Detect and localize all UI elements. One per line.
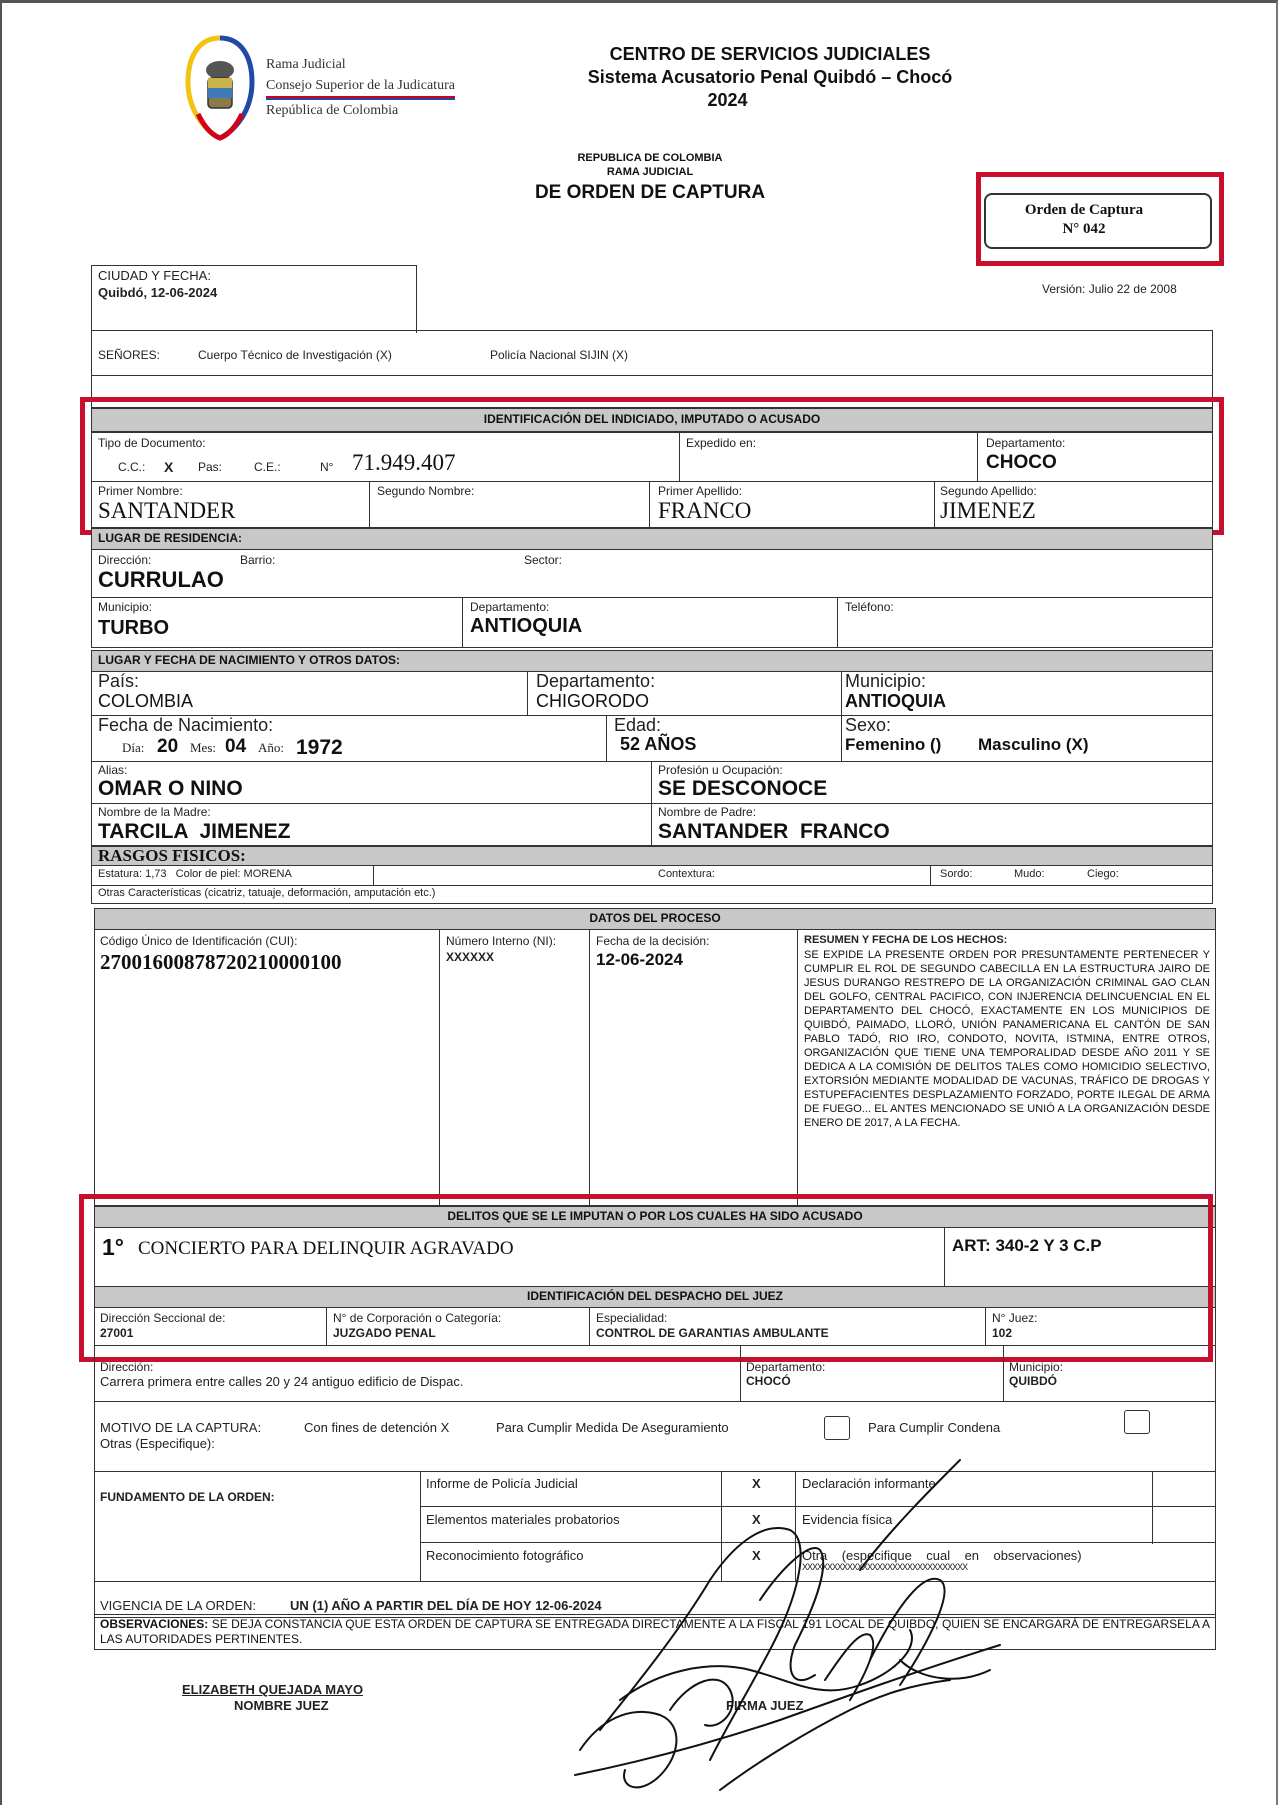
address-label: Dirección:	[98, 553, 152, 567]
header-year: 2024	[707, 90, 748, 110]
recipient-police: Policía Nacional SIJIN (X)	[490, 348, 629, 362]
header-title: CENTRO DE SERVICIOS JUDICIALES	[609, 44, 931, 64]
birth-mun-label: Municipio:	[845, 671, 927, 691]
judge-no-value: 102	[992, 1326, 1013, 1340]
blind-label: Ciego:	[1087, 868, 1119, 880]
other-features: Otras Características (cicatriz, tatuaje, deformación, amputación etc.)	[98, 887, 436, 899]
crimes-judge-highlight	[79, 1194, 1213, 1362]
order-number: N° 042	[1062, 221, 1106, 237]
version-text: Versión: Julio 22 de 2008	[1042, 282, 1177, 296]
res-mun-label: Municipio:	[98, 600, 153, 614]
identification-highlight	[80, 397, 1224, 535]
summary-text: SE EXPIDE LA PRESENTE ORDEN POR PRESUNTAMENTE PERTENECER Y CUMPLIR EL ROL DE SEGUNDO CABECILLA EN LA ESTRUCTURA JAIRO DE JESUS DURANGO RESTREPO DE LA ORGANIZACIÓN CRIMINAL GAO CLAN DEL GOLFO, CENTRAL PACIFICO, CON INJERENCIA DELINCUENCIAL EN EL DEPARTAMENTO DEL CHOCÓ, EXACTAMENTE EN LOS MUNICIPIOS DE QUIBDÓ, PAIMADO, LLORÓ, UNIÓN PANAMERICANA EL CANTÓN DE SAN PABLO TADÓ, RIO IRO, CONDOTO, NOVITA, ISTMINA, ENTRE OTROS, ORGANIZACIÓN QUE TIENE UNA TEMPORALIDAD DESDE AÑO 2011 Y SE DEDICA A LA COMISIÓN DE DELITOS TALES COMO HOMICIDIO SELECTIVO, EXTORSIÓN MEDIANTE MODALIDAD DE VACUNAS, TRÁFICO DE DROGAS Y ESTUPEFACIENTES DESPLAZAMIENTO FORZADO, PORTE ILEGAL DE ARMA DE FUEGO... EL ANTES MENCIONADO SE UNIÓ A LA ORGANIZACIÓN DESDE ENERO DE 2017, A LA FECHA.	[804, 949, 1210, 1129]
basis-item-2-right: Evidencia física	[802, 1512, 893, 1527]
country-label: País:	[98, 671, 140, 691]
header-republic: REPUBLICA DE COLOMBIA	[577, 152, 723, 164]
court-logo	[184, 34, 256, 142]
validity-value: UN (1) AÑO A PARTIR DEL DÍA DE HOY 12-06-2024	[290, 1598, 602, 1613]
document-type: DE ORDEN DE CAPTURA	[534, 182, 766, 203]
crimes-header: DELITOS QUE SE LE IMPUTAN O POR LOS CUALES HA SIDO ACUSADO	[94, 1206, 1216, 1228]
office-address: Carrera primera entre calles 20 y 24 antiguo edificio de Dispac.	[100, 1374, 464, 1389]
first-name-label: Primer Nombre:	[98, 484, 183, 498]
mute-label: Mudo:	[1014, 868, 1045, 880]
mother-value: TARCILA JIMENEZ	[98, 820, 291, 843]
basis-item-3-right: Otra (especifique cual en observaciones)	[802, 1548, 1082, 1563]
residence-row2	[91, 598, 1213, 648]
crime-article: ART: 340-2 Y 3 C.P	[952, 1236, 1102, 1255]
profession-value: SE DESCONOCE	[658, 777, 828, 800]
birth-row3	[91, 762, 1213, 804]
res-mun-value: TURBO	[98, 617, 170, 639]
father-label: Nombre de Padre:	[658, 805, 757, 819]
city-date-value: Quibdó, 12-06-2024	[98, 285, 218, 300]
sex-female: Femenino ()	[845, 735, 942, 754]
judge-sign-caption: FIRMA JUEZ	[726, 1698, 804, 1713]
cc-mark: X	[164, 459, 174, 475]
sentence-checkbox[interactable]	[1124, 1410, 1150, 1434]
logo-text	[266, 54, 455, 121]
pas-label: Pas:	[198, 460, 223, 474]
father-value: SANTANDER FRANCO	[658, 820, 890, 843]
mother-label: Nombre de la Madre:	[98, 805, 211, 819]
first-name-value: SANTANDER	[98, 498, 236, 523]
crime-name: CONCIERTO PARA DELINQUIR AGRAVADO	[138, 1238, 514, 1259]
address-value: CURRULAO	[98, 567, 224, 592]
judge-name: ELIZABETH QUEJADA MAYO	[182, 1682, 364, 1697]
basis-item-2-left: Elementos materiales probatorios	[426, 1512, 620, 1527]
num-label: N°	[320, 460, 334, 474]
observations-label: OBSERVACIONES:	[100, 1617, 209, 1631]
cui-label: Código Único de Identificación (CUI):	[100, 934, 298, 948]
id-dept-value: CHOCO	[986, 452, 1057, 473]
recipients-label: SEÑORES:	[98, 348, 161, 362]
office-mun-label: Municipio:	[1009, 1360, 1064, 1374]
basis-item-1-mark: X	[752, 1476, 761, 1491]
second-surname-label: Segundo Apellido:	[940, 484, 1037, 498]
order-label: Orden de Captura	[1024, 202, 1144, 218]
doc-type-label: Tipo de Documento:	[98, 436, 206, 450]
dob-day-label: Día:	[122, 740, 145, 755]
dob-year-label: Año:	[258, 740, 284, 755]
judge-no-label: N° Juez:	[992, 1311, 1038, 1325]
corporation-label: N° de Corporación o Categoría:	[333, 1311, 502, 1325]
birth-dept-value: CHIGORODO	[536, 691, 650, 711]
dob-month: 04	[225, 736, 247, 757]
sex-male: Masculino (X)	[978, 735, 1089, 754]
validity-label: VIGENCIA DE LA ORDEN:	[100, 1598, 257, 1613]
specialty-value: CONTROL DE GARANTIAS AMBULANTE	[596, 1326, 829, 1340]
sex-label: Sexo:	[845, 715, 892, 735]
birth-header: LUGAR Y FECHA DE NACIMIENTO Y OTROS DATOS:	[91, 650, 1213, 672]
first-surname-value: FRANCO	[658, 498, 752, 523]
reason-measure: Para Cumplir Medida De Aseguramiento	[496, 1420, 729, 1435]
office-dept-label: Departamento:	[746, 1360, 826, 1374]
reason-label: MOTIVO DE LA CAPTURA:	[100, 1420, 262, 1435]
specialty-label: Especialidad:	[596, 1311, 668, 1325]
ce-label: C.E.:	[254, 460, 281, 474]
second-surname-value: JIMENEZ	[940, 498, 1036, 523]
age-value: 52 AÑOS	[620, 734, 697, 754]
ni-value: XXXXXX	[446, 950, 495, 964]
reason-sentence: Para Cumplir Condena	[868, 1420, 1001, 1435]
seccional-value: 27001	[100, 1326, 134, 1340]
res-dept-label: Departamento:	[470, 600, 550, 614]
id-dept-label: Departamento:	[986, 436, 1066, 450]
basis-item-2-mark: X	[752, 1512, 761, 1527]
office-mun: QUIBDÓ	[1009, 1374, 1057, 1388]
corporation-value: JUZGADO PENAL	[333, 1326, 436, 1340]
residence-header: LUGAR DE RESIDENCIA:	[91, 528, 1213, 550]
ni-label: Número Interno (NI):	[446, 934, 557, 948]
build-label: Contextura:	[658, 868, 715, 880]
basis-item-1-left: Informe de Policía Judicial	[426, 1476, 578, 1491]
barrio-label: Barrio:	[240, 553, 276, 567]
dob-label: Fecha de Nacimiento:	[98, 715, 274, 735]
judge-name-caption: NOMBRE JUEZ	[234, 1698, 329, 1713]
height-skin: Estatura: 1,73 Color de piel: MORENA	[98, 868, 292, 880]
process-header: DATOS DEL PROCESO	[94, 908, 1216, 930]
document-number: 71.949.407	[352, 450, 456, 475]
birth-mun-value: ANTIOQUIA	[845, 691, 946, 711]
dob-day: 20	[157, 736, 179, 757]
sector-label: Sector:	[524, 553, 563, 567]
alias-value: OMAR O NINO	[98, 777, 243, 800]
summary-label: RESUMEN Y FECHA DE LOS HECHOS:	[804, 934, 1008, 946]
logo-line-1: Rama Judicial	[266, 57, 346, 72]
cui-value: 27001600878720210000100	[100, 950, 342, 974]
recipient-cti: Cuerpo Técnico de Investigación (X)	[198, 348, 392, 362]
basis-other-fill: XXXXXXXXXXXXXXXXXXXXXXXXXXXXXXXXX	[802, 1562, 968, 1572]
basis-item-3-mark: X	[752, 1548, 761, 1563]
deaf-label: Sordo:	[940, 868, 973, 880]
age-label: Edad:	[614, 715, 662, 735]
identification-header: IDENTIFICACIÓN DEL INDICIADO, IMPUTADO O ACUSADO	[91, 408, 1213, 432]
decision-value: 12-06-2024	[596, 950, 683, 969]
reason-detention: Con fines de detención X	[304, 1420, 450, 1435]
reason-other: Otras (Especifique):	[100, 1436, 215, 1451]
header-branch: RAMA JUDICIAL	[606, 166, 694, 178]
dob-year: 1972	[296, 736, 343, 759]
cc-label: C.C.:	[118, 460, 146, 474]
phone-label: Teléfono:	[845, 600, 894, 614]
judge-signature	[560, 1430, 1020, 1807]
office-dept: CHOCÓ	[746, 1374, 791, 1388]
profession-label: Profesión u Ocupación:	[658, 763, 783, 777]
decision-label: Fecha de la decisión:	[596, 934, 710, 948]
crime-ordinal: 1°	[102, 1234, 124, 1260]
logo-line-3: República de Colombia	[266, 98, 455, 121]
alias-label: Alias:	[98, 763, 128, 777]
judge-office-header: IDENTIFICACIÓN DEL DESPACHO DEL JUEZ	[94, 1286, 1216, 1308]
country-value: COLOMBIA	[98, 691, 194, 711]
basis-item-1-right: Declaración informante	[802, 1476, 936, 1491]
birth-dept-label: Departamento:	[536, 671, 656, 691]
features-header: RASGOS FISICOS:	[91, 846, 1213, 866]
observations-text: SE DEJA CONSTANCIA QUE ESTA ORDEN DE CAPTURA SE ENTREGADA DIRECTAMENTE A LA FISCAL 191 LOCAL DE QUIBDO, QUIEN SE ENCARGARÁ DE ENTREGARSELA A LAS AUTORIDADES PERTINENTES.	[100, 1617, 1210, 1646]
logo-line-2: Consejo Superior de la Judicatura	[266, 75, 455, 98]
issued-label: Expedido en:	[686, 436, 757, 450]
header-subtitle: Sistema Acusatorio Penal Quibdó – Chocó	[587, 67, 953, 87]
basis-item-3-left: Reconocimiento fotográfico	[426, 1548, 584, 1563]
basis-label: FUNDAMENTO DE LA ORDEN:	[100, 1490, 275, 1504]
res-dept-value: ANTIOQUIA	[470, 615, 583, 637]
first-surname-label: Primer Apellido:	[658, 484, 743, 498]
city-date-label: CIUDAD Y FECHA:	[98, 268, 211, 283]
office-address-label: Dirección:	[100, 1360, 154, 1374]
dob-month-label: Mes:	[190, 740, 216, 755]
seccional-label: Dirección Seccional de:	[100, 1311, 226, 1325]
second-name-label: Segundo Nombre:	[377, 484, 475, 498]
